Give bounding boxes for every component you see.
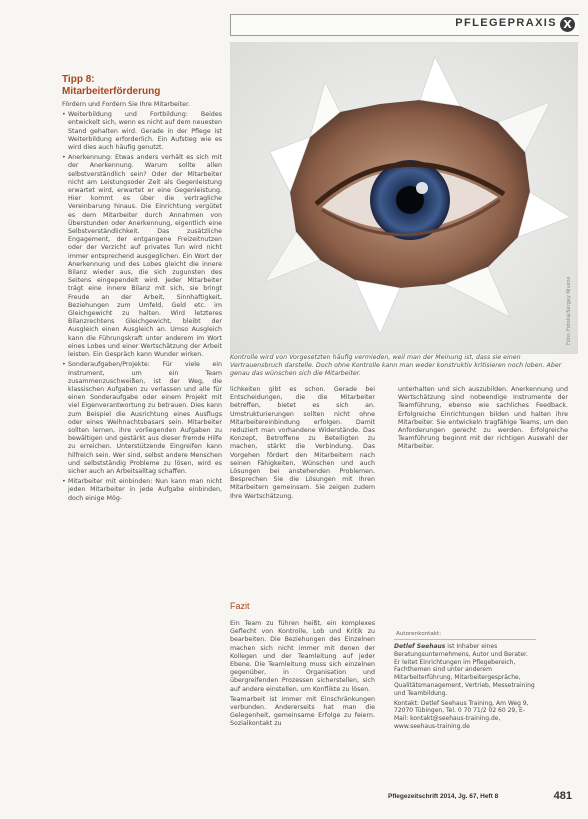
author-contact-label: Kontakt: bbox=[394, 699, 419, 707]
journal-citation: Pflegezeitschrift 2014, Jg. 67, Heft 8 bbox=[388, 793, 499, 800]
author-bio: ist Inhaber eines Beratungsunternehmens, Autor und Berater. Er leitet Einrichtungen im Pflegebereich, Fachthemen sind unter anderem Mitarbeiterführung, Mitarbeitergespräche, Qualitätsmanagement, Vertrieb, Messetraining und Teambildung. bbox=[394, 643, 535, 697]
right-column bbox=[398, 386, 568, 566]
section-header bbox=[230, 14, 579, 36]
eye-image-icon bbox=[230, 42, 578, 354]
bullet-weiterbildung: • Weiterbildung und Fortbildung: Beides entwickelt sich, wenn es nicht auf dem neuesten Stand gehalten wird. Gerade in der Pflege ist Weiterbildung erforderlich. Ein Aufstieg wie es wird dies auch häufig genutzt. bbox=[62, 111, 222, 152]
author-body bbox=[394, 643, 536, 731]
middle-column bbox=[230, 386, 375, 596]
section-badge-icon: X bbox=[560, 17, 575, 32]
fazit-heading: Fazit bbox=[230, 601, 250, 611]
fazit-paragraph-1: Ein Team zu führen heißt, ein komplexes Geflecht von Kontrolle, Lob und Kritik zu bearbeiten. Die Beziehungen des Einzelnen machen sich nicht immer mit denen der Kollegen und der Teamleitung auf jeder Ebene. Die Teamleitung muss sich einzelnen gegenüber, in Organisation und übergreifenden Prozessen sicherstellen, sich auf andere einstellen, um Konflikte zu lösen. bbox=[230, 620, 375, 693]
photo-caption: Kontrolle wird von Vorgesetzten häufig vermieden, weil man der Meinung ist, dass sie einen Vertrauensbruch darstelle. Doch ohne Kontrolle kann man weder konstruktiv kritisieren noch loben. Aber genau das wünschen sich die Mitarbeiter. bbox=[230, 354, 562, 378]
right-text: unterhalten und sich auszubilden. Anerkennung und Wertschätzung sind notwendige Instrumente der Teamführung, ebenso wie sachliches Feedback. Erfolgreiche Einrichtungen bilden und halten ihre Mitarbeiter. Sie entwickeln tragfähige Teams, um den Anforderungen gerecht zu werden. Erfolgreiche Teamführung beginnt mit der richtigen Auswahl der Mitarbeiter. bbox=[398, 386, 568, 451]
tip-heading bbox=[62, 74, 222, 98]
author-heading: Autorenkontakt: bbox=[394, 630, 536, 640]
tip-number: Tipp 8: bbox=[62, 74, 95, 85]
author-contact: Detlef Seehaus Training, Am Weg 9, 72070 Tübingen, Tel. 0 70 71/2 02 60 29, E-Mail: kontakt@seehaus-training.de, www.seehaus-training.de bbox=[394, 699, 529, 730]
eye-photo bbox=[230, 42, 578, 354]
bullet-einbinden: • Mitarbeiter mit einbinden: Nun kann man nicht jeden Mitarbeiter in jede Aufgabe einbinden, doch einige Mög- bbox=[62, 478, 222, 503]
bullet-sonderaufgaben: • Sonderaufgaben/Projekte: Für viele ein Instrument, um ein Team zusammenzuschweißen, ist der Weg, die klassischen Aufgaben zu verlassen und alle für einen Sonderaufgabe oder einem Projekt mit viel Eigenverantwortung zu betrauen. Dies kann zum Beispiel die Ausrichtung eines Ausflugs oder eines Weihnachtsbasars sein. Mitarbeiter sollten lernen, ihre vorliegenden Aufgaben zu bewältigen und gestärkt aus dieser fremde Hilfe zu erreichen. Unterstützende Eingreifen kann hilfreich sein. Wer sind, selbst andere Menschen und selbstständig Probleme zu lösen, wird es sicher auch an Arbeitsalltag schaffen. bbox=[62, 361, 222, 476]
intro-text: Fördern und Fordern Sie Ihre Mitarbeiter. bbox=[62, 101, 190, 108]
left-column bbox=[62, 101, 222, 791]
page-number: 481 bbox=[553, 790, 572, 802]
author-name: Detlef Seehaus bbox=[394, 643, 446, 650]
fazit-column bbox=[230, 620, 375, 790]
page-footer bbox=[388, 790, 578, 802]
photo-credit: Foto: Fotolia/Sergey Nivens bbox=[566, 276, 572, 345]
author-box bbox=[394, 630, 536, 731]
section-label: PFLEGEPRAXIS bbox=[455, 17, 557, 29]
fazit-paragraph-2: Teamarbeit ist immer mit Einschränkungen verbunden. Andererseits hat man die Gelegenheit, gemeinsame Erfolge zu feiern. Sozialkontakt zu bbox=[230, 695, 375, 728]
middle-text: lichkeiten gibt es schon. Gerade bei Entscheidungen, die die Mitarbeiter betreffen, bietet es sich an. Umstrukturierungen sollten nicht ohne Mitarbeitereinbindung erfolgen. Damit reduziert man vorhandene Widerstände. Das Konzept, Betroffene zu Beteiligten zu machen, stärkt die Verbindung. Das Vorgehen fördert den Mitarbeitern nach seinen Fähigkeiten, Wünschen und auch Lösungen bei anstehenden Problemen. Besprechen Sie die Lösungen mit Ihren Mitarbeitern gemeinsam. Sie zeigen zudem Ihre Wertschätzung. bbox=[230, 386, 375, 500]
bullet-anerkennung: • Anerkennung: Etwas anders verhält es sich mit der Anerkennung. Warum sollte allen selbstverständlich sein? Oder der Mitarbeiter nicht am Leistungsoder Zeit als Gegenleistung erwartet wird, erwartet er eine Gegenleistung. Hier kommt es über die vertragliche Vereinbarung hinaus. Die Einrichtung vergütet es dem Mitarbeiter durch Annahmen von Überstunden oder Anerkennung, eigentlich eine Selbstverständlichkeit. Das zusätzliche Engagement, der entgangene Freizeitnutzen oder der Verzicht auf privates Tun wird nicht immer entsprechend ausgeglichen. Ein Wort der Anerkennung und des Lobes gleicht die innere Bilanz wieder aus, die sich zugunsten des Seitens eingependelt wird. Jeder Mitarbeiter trägt eine innere Bilanz mit sich, sie bringt Freude an der Arbeit, Sinnhaftigkeit, Beziehungen zum Umfeld, Geld etc. im Gleichgewicht zu halten. Wird letzteres Bilanzrechtens Gleichgewicht, bleibt der Ausgleich einen Ausgleich an. Umso Ausgleich kann die Führungskraft unter anderem im Wort eines Lobes und einer Wertschätzung der Arbeit leisten. Ein Gespräch kann Wunder wirken. bbox=[62, 154, 222, 359]
tip-topic: Mitarbeiterförderung bbox=[62, 86, 161, 97]
